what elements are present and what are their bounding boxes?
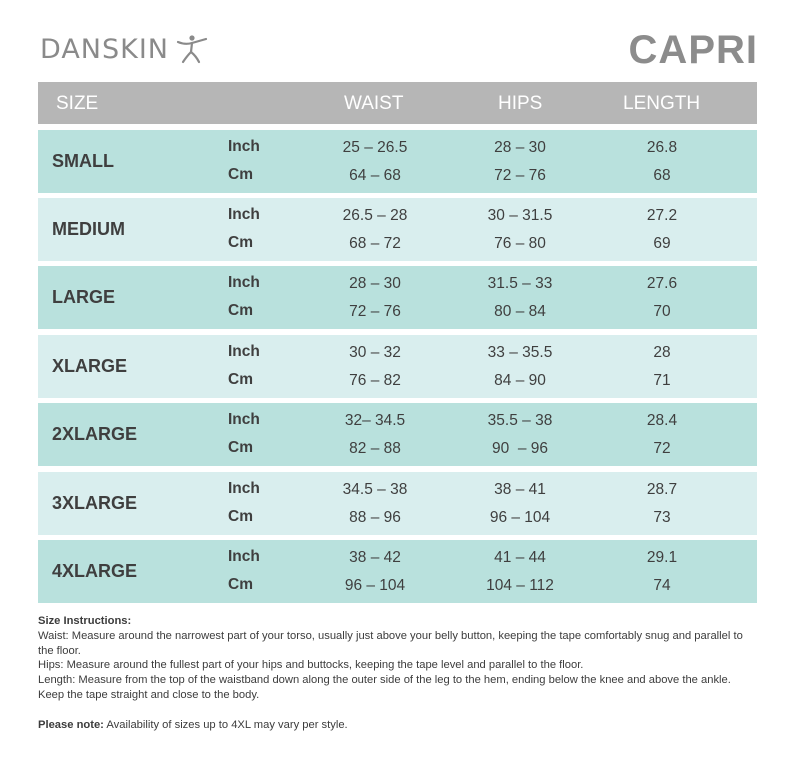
waist-inch: 26.5 – 28: [342, 207, 408, 224]
instructions-heading: Size Instructions:: [38, 615, 132, 627]
waist-cm: 82 – 88: [349, 440, 401, 457]
length-cm: 69: [653, 235, 671, 252]
inch-label: Inch: [228, 480, 260, 497]
instructions-length: Length: Measure from the top of the waistband down along the outer side of the leg to the hem, ending below the knee and above the ankle. Keep the tape straight and close to the body.: [38, 674, 731, 701]
inch-label: Inch: [228, 548, 260, 565]
cm-label: Cm: [228, 166, 253, 183]
hips-inch: 30 – 31.5: [487, 207, 553, 224]
please-note: [38, 718, 758, 733]
waist-inch: 38 – 42: [349, 549, 401, 566]
length-inch: 28: [653, 344, 671, 361]
header-length: LENGTH: [623, 93, 701, 114]
waist-inch: 34.5 – 38: [342, 481, 408, 498]
hips-cm: 84 – 90: [494, 372, 546, 389]
hips-inch: 28 – 30: [494, 139, 546, 156]
size-label: SMALL: [52, 151, 114, 171]
hips-cm: 72 – 76: [494, 167, 546, 184]
cm-label: Cm: [228, 371, 253, 388]
size-label: 3XLARGE: [52, 493, 138, 513]
table-row: [38, 540, 757, 603]
please-note-text: Availability of sizes up to 4XL may vary per style.: [103, 718, 348, 731]
length-inch: 26.8: [646, 139, 678, 156]
table-row: [38, 335, 757, 398]
hips-inch: 33 – 35.5: [487, 344, 553, 361]
length-inch: 28.7: [646, 481, 678, 498]
brand-name: DANSKIN: [40, 33, 169, 65]
size-label: XLARGE: [52, 356, 128, 376]
hips-inch: 35.5 – 38: [487, 412, 553, 429]
length-cm: 71: [653, 372, 671, 389]
please-note-label: Please note:: [38, 718, 104, 731]
hips-cm: 96 – 104: [489, 509, 551, 526]
waist-cm: 72 – 76: [349, 303, 401, 320]
inch-label: Inch: [228, 343, 260, 360]
inch-label: Inch: [228, 411, 260, 428]
hips-cm: 104 – 112: [486, 577, 554, 594]
waist-cm: 76 – 82: [349, 372, 401, 389]
instructions-hips: Hips: Measure around the fullest part of your hips and buttocks, keeping the tape level and parallel to the floor.: [38, 659, 584, 672]
cm-label: Cm: [228, 234, 253, 251]
inch-label: Inch: [228, 274, 260, 291]
length-inch: 28.4: [646, 412, 678, 429]
waist-inch: 28 – 30: [349, 275, 401, 292]
length-cm: 68: [653, 167, 671, 184]
length-inch: 29.1: [646, 549, 678, 566]
length-cm: 70: [653, 303, 671, 320]
hips-inch: 31.5 – 33: [487, 275, 553, 292]
size-label: 2XLARGE: [52, 424, 138, 444]
length-inch: 27.6: [646, 275, 678, 292]
length-cm: 72: [653, 440, 671, 457]
hips-cm: 80 – 84: [494, 303, 546, 320]
length-inch: 27.2: [646, 207, 678, 224]
size-label: MEDIUM: [52, 219, 125, 239]
header-size: SIZE: [56, 93, 99, 114]
header-waist: WAIST: [344, 93, 404, 114]
waist-inch: 25 – 26.5: [342, 139, 408, 156]
instructions-waist: Waist: Measure around the narrowest part of your torso, usually just above your belly button, keeping the tape comfortably snug and parallel to the floor.: [38, 629, 743, 657]
waist-cm: 64 – 68: [349, 167, 401, 184]
hips-cm: 76 – 80: [494, 235, 546, 252]
brand-logo-area: [40, 32, 209, 66]
waist-inch: 32– 34.5: [344, 412, 406, 429]
table-row: [38, 266, 757, 329]
dancer-logo-icon: [175, 32, 209, 66]
waist-cm: 88 – 96: [349, 509, 401, 526]
cm-label: Cm: [228, 576, 253, 593]
table-header: [38, 82, 757, 124]
header-hips: HIPS: [498, 93, 543, 114]
waist-inch: 30 – 32: [349, 344, 401, 361]
waist-cm: 96 – 104: [344, 577, 406, 594]
table-row: [38, 403, 757, 466]
size-instructions: [38, 614, 758, 733]
size-label: LARGE: [52, 287, 115, 307]
length-cm: 74: [653, 577, 671, 594]
product-title: CAPRI: [628, 28, 758, 72]
cm-label: Cm: [228, 439, 253, 456]
hips-inch: 41 – 44: [494, 549, 546, 566]
table-row: [38, 130, 757, 193]
waist-cm: 68 – 72: [349, 235, 401, 252]
table-row: [38, 198, 757, 261]
size-label: 4XLARGE: [52, 561, 138, 581]
inch-label: Inch: [228, 206, 260, 223]
table-row: [38, 472, 757, 535]
length-cm: 73: [653, 509, 671, 526]
hips-inch: 38 – 41: [494, 481, 546, 498]
cm-label: Cm: [228, 508, 253, 525]
cm-label: Cm: [228, 302, 253, 319]
inch-label: Inch: [228, 138, 260, 155]
hips-cm: 90 – 96: [491, 440, 549, 457]
